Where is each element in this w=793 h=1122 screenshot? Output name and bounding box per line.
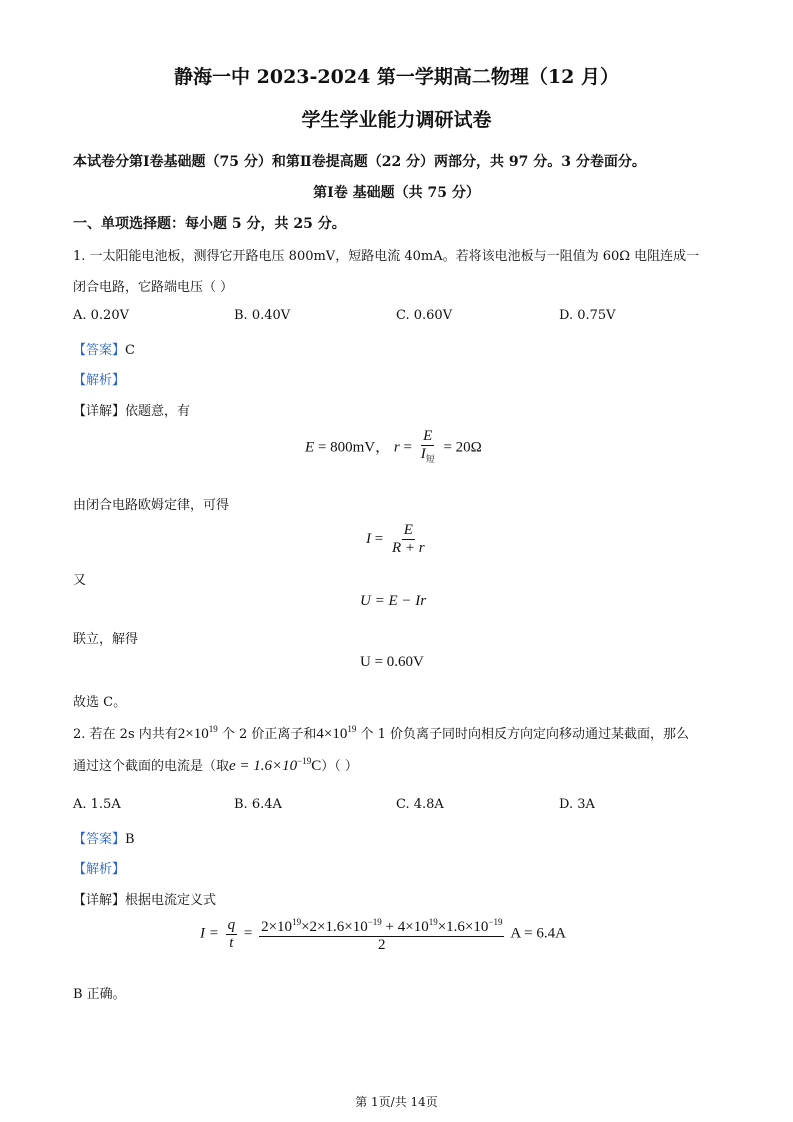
frac-denominator: t bbox=[229, 934, 234, 951]
num-exp: −19 bbox=[367, 917, 382, 927]
num-exp: 19 bbox=[428, 917, 438, 927]
charge-unit: C bbox=[311, 758, 322, 774]
q2-analysis-tag: 【解析】 bbox=[73, 862, 126, 877]
count-exp: 19 bbox=[208, 724, 218, 734]
eq-fraction bbox=[419, 428, 437, 468]
q2-option-c: C. 4.8A bbox=[396, 797, 444, 812]
num-exp: 19 bbox=[292, 917, 302, 927]
q1-equation-3: U = E − Ir bbox=[360, 593, 427, 609]
stem-count-1 bbox=[178, 726, 218, 742]
q1-option-b: B. 0.40V bbox=[234, 308, 291, 323]
stem-text: 通过这个截面的电流是（取 bbox=[73, 759, 230, 774]
stem-text: 2. 若在 2s 内共有 bbox=[73, 727, 178, 742]
charge-exp: −19 bbox=[297, 756, 312, 766]
frac-denominator: I bbox=[420, 446, 426, 462]
q1-equation-1: E = 800mV， r = $\frac{E}{I_短}$ = 20Ω bbox=[305, 428, 482, 468]
eq-var-r: r bbox=[393, 439, 400, 456]
stem-text: 个 1 价负离子同时向相反方向定向移动通过某截面，那么 bbox=[356, 727, 690, 742]
eq-result: = 20Ω bbox=[439, 439, 482, 456]
eq-result: A = 6.4A bbox=[510, 925, 566, 942]
answer-value: B bbox=[125, 832, 135, 847]
frac-denominator-sub: 短 bbox=[425, 454, 435, 464]
eq-lhs: I = bbox=[200, 925, 223, 942]
page-number: 第 1页/共 14页 bbox=[355, 1095, 438, 1109]
exam-intro: 本试卷分第Ⅰ卷基础题（75 分）和第Ⅱ卷提高题（22 分）两部分，共 97 分。3 分卷面分。 bbox=[73, 154, 646, 170]
q2-stem-line2 bbox=[73, 755, 358, 775]
q2-answer bbox=[73, 828, 135, 847]
frac-numerator: E bbox=[423, 428, 433, 444]
q2-option-d: D. 3A bbox=[559, 797, 595, 812]
num-part: 2×10 bbox=[261, 919, 293, 935]
eq-var-E: E bbox=[305, 439, 315, 456]
frac-numerator: E bbox=[403, 522, 413, 538]
eq-fraction-qt bbox=[226, 917, 238, 952]
q2-option-b: B. 6.4A bbox=[234, 797, 282, 812]
exam-subtitle: 学生学业能力调研试卷 bbox=[301, 109, 492, 131]
q1-equation-2: I = $\frac{E}{R + r}$ bbox=[366, 522, 425, 556]
count-exp: 19 bbox=[347, 724, 357, 734]
count-base: 4×10 bbox=[316, 726, 348, 742]
answer-tag: 【答案】 bbox=[73, 343, 126, 358]
q1-ohm-line: 由闭合电路欧姆定律，可得 bbox=[73, 498, 230, 513]
q1-option-a: A. 0.20V bbox=[73, 308, 129, 323]
num-part: ×1.6×10 bbox=[437, 919, 489, 935]
q1-you-line: 又 bbox=[73, 573, 87, 588]
q2-detail bbox=[73, 889, 216, 908]
q1-detail bbox=[73, 400, 190, 419]
part-title: 第Ⅰ卷 基础题（共 75 分） bbox=[313, 185, 480, 201]
q1-equation-4: U = 0.60V bbox=[360, 654, 424, 670]
q2-option-a: A. 1.5A bbox=[73, 797, 121, 812]
count-base: 2×10 bbox=[177, 726, 209, 742]
eq-var-I: I bbox=[366, 530, 371, 547]
frac-denominator: R + r bbox=[391, 540, 425, 556]
eq-fraction bbox=[390, 522, 427, 557]
frac-denominator: 2 bbox=[378, 937, 386, 953]
answer-tag: 【答案】 bbox=[73, 832, 126, 847]
detail-tag: 【详解】 bbox=[73, 404, 126, 419]
q2-conclusion: B 正确。 bbox=[73, 987, 126, 1002]
charge-base: e = 1.6×10 bbox=[229, 758, 298, 774]
stem-count-2 bbox=[316, 726, 356, 742]
num-exp: −19 bbox=[488, 917, 503, 927]
q1-answer bbox=[73, 339, 135, 358]
q2-stem-line1 bbox=[73, 723, 689, 743]
q1-analysis-tag: 【解析】 bbox=[73, 373, 126, 388]
section-title: 一、单项选择题：每小题 5 分，共 25 分。 bbox=[73, 216, 346, 232]
eq-value: = 800mV， bbox=[314, 439, 391, 456]
q1-option-c: C. 0.60V bbox=[396, 308, 453, 323]
stem-charge bbox=[229, 758, 321, 774]
q1-stem-line1: 1. 一太阳能电池板，测得它开路电压 800mV，短路电流 40mA。若将该电池板与一阻值为 60Ω 电阻连成一 bbox=[73, 249, 700, 264]
q1-lianli-line: 联立，解得 bbox=[73, 632, 139, 647]
stem-text: 个 2 价正离子和 bbox=[217, 727, 317, 742]
stem-text: ）（ ） bbox=[321, 759, 358, 774]
detail-tag: 【详解】 bbox=[73, 893, 126, 908]
frac-numerator bbox=[259, 914, 504, 937]
eq-fraction-main bbox=[259, 914, 504, 954]
q2-equation: I = $\frac{q}{t}$ = $\frac{2\times 10^{19}\times 2\times 1.6\times 10^{-19} + 4\times 10^{19}\times 1.6\times 10^{-19}}{2}$ A = 6.4A bbox=[200, 914, 566, 954]
num-part: + 4×10 bbox=[381, 919, 429, 935]
frac-numerator: q bbox=[227, 916, 236, 933]
exam-title: 静海一中 2023-2024 第一学期高二物理（12 月） bbox=[174, 66, 619, 88]
detail-text: 依题意，有 bbox=[125, 404, 191, 419]
detail-text: 根据电流定义式 bbox=[125, 893, 217, 908]
num-part: ×2×1.6×10 bbox=[301, 919, 368, 935]
q1-option-d: D. 0.75V bbox=[559, 308, 616, 323]
q1-conclusion: 故选 C。 bbox=[73, 695, 127, 710]
q1-stem-line2: 闭合电路，它路端电压（ ） bbox=[73, 280, 234, 295]
answer-value: C bbox=[125, 343, 135, 358]
